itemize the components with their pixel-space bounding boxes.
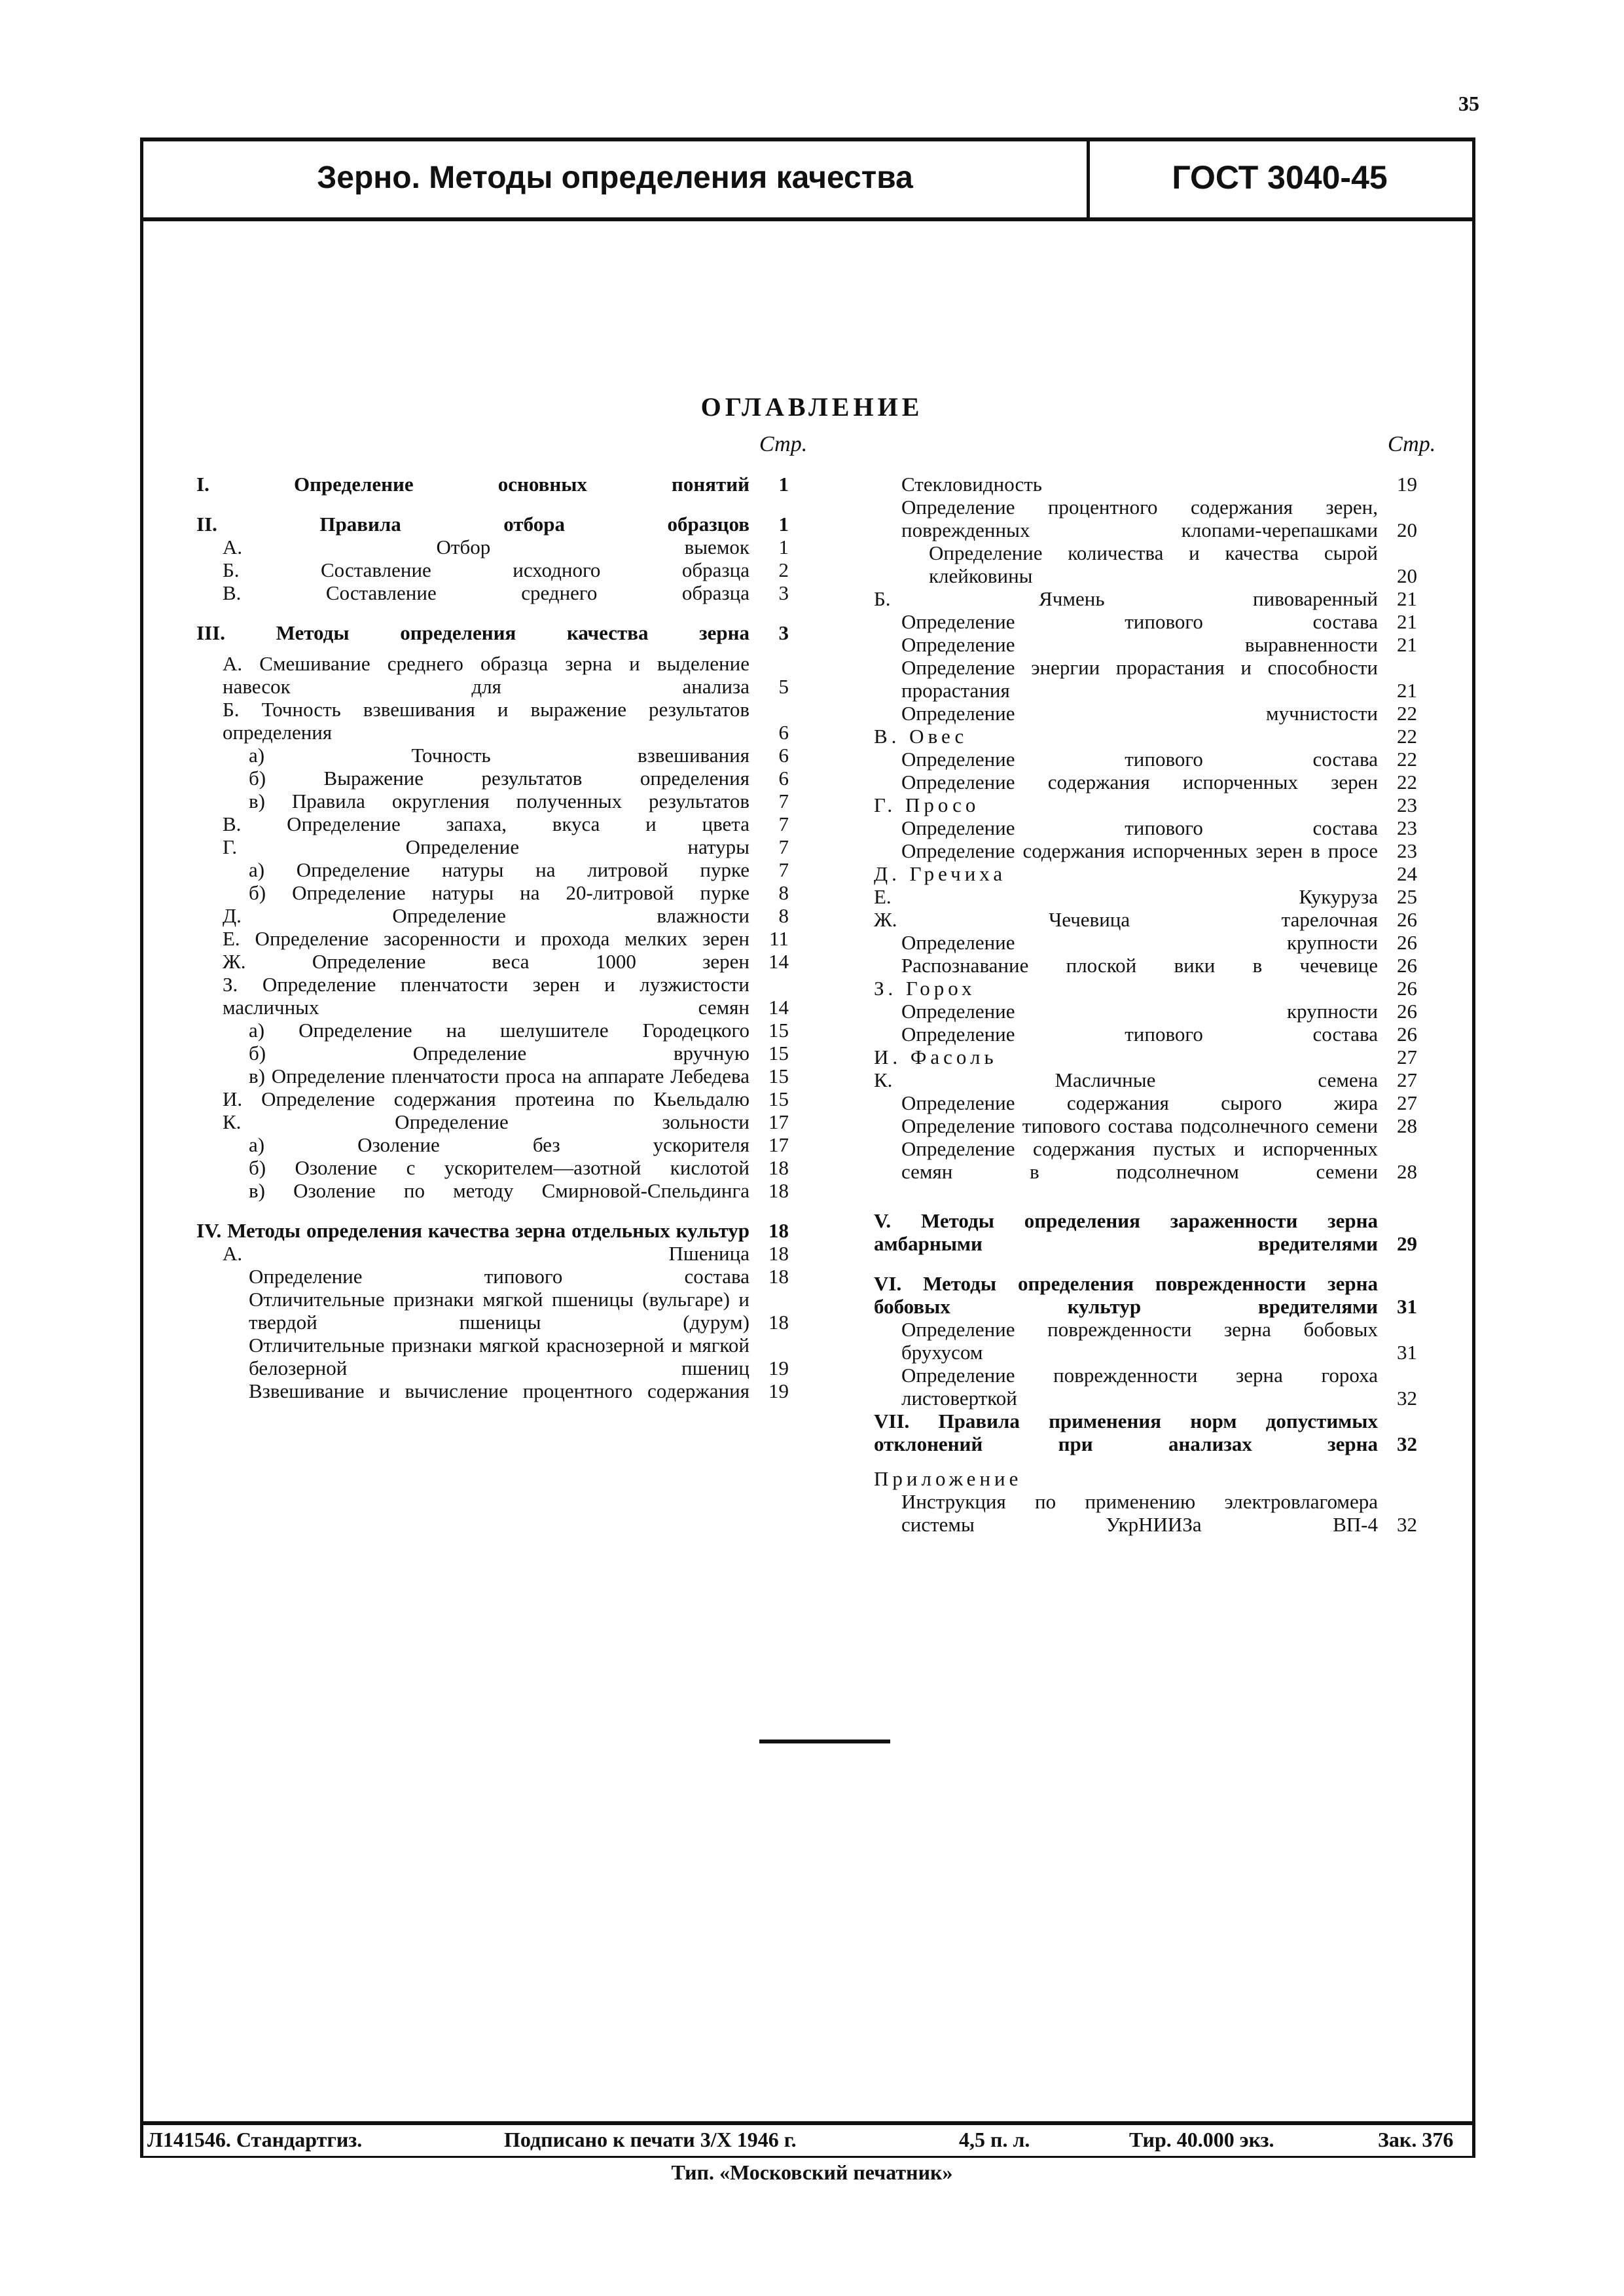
toc-entry xyxy=(196,1087,789,1110)
toc-entry xyxy=(196,973,789,1019)
toc-entry-page: 26 xyxy=(1397,954,1417,977)
toc-entry-page: 21 xyxy=(1397,587,1417,610)
page-number: 35 xyxy=(1458,92,1479,115)
toc-entry-title: Д. Гречиха xyxy=(874,862,1007,885)
toc-entry-title: Определение содержания сырого жира xyxy=(901,1091,1378,1114)
toc-entry-page: 15 xyxy=(768,1065,789,1087)
toc-entry xyxy=(874,1046,1417,1068)
toc-entry-title: а) Озоление без ускорителя xyxy=(249,1133,749,1156)
document-title: Зерно. Методы определения качества xyxy=(317,160,913,195)
toc-entry xyxy=(874,1490,1417,1536)
toc-entry xyxy=(196,881,789,904)
toc-entry-page: 19 xyxy=(768,1357,789,1379)
toc-entry xyxy=(874,1209,1417,1255)
toc-entry-page: 22 xyxy=(1397,771,1417,793)
toc-entry-title: а) Определение на шелушителе Городецкого xyxy=(249,1019,749,1042)
toc-entry xyxy=(196,927,789,950)
toc-entry xyxy=(874,1272,1417,1318)
toc-entry-title: Определение крупности xyxy=(901,931,1378,954)
toc-entry xyxy=(196,1379,789,1402)
toc-entry-page: 29 xyxy=(1397,1232,1417,1255)
toc-entry-title: Б. Ячмень пивоваренный xyxy=(874,587,1378,610)
toc-entry xyxy=(196,790,789,812)
toc-entry xyxy=(196,621,789,644)
toc-entry xyxy=(196,1110,789,1133)
toc-entry xyxy=(196,1288,789,1334)
toc-entry-title: З. Горох xyxy=(874,977,976,1000)
toc-entry xyxy=(196,473,789,496)
toc-entry xyxy=(196,858,789,881)
toc-entry-title: В. Овес xyxy=(874,725,968,748)
toc-entry-page: 27 xyxy=(1397,1046,1417,1068)
toc-entry-page: 3 xyxy=(778,581,789,604)
toc-entry-title: б) Определение натуры на 20-литровой пурке xyxy=(249,881,749,904)
toc-entry xyxy=(196,1019,789,1042)
toc-entry-title: Г. Просо xyxy=(874,793,980,816)
toc-entry xyxy=(196,581,789,604)
toc-entry xyxy=(874,1137,1417,1183)
toc-entry-title: б) Озоление с ускорителем—азотной кислотой xyxy=(249,1156,749,1179)
toc-entry xyxy=(196,950,789,973)
toc-entry-title: б) Выражение результатов определения xyxy=(249,767,749,790)
toc-entry-title: III. Методы определения качества зерна xyxy=(196,621,749,644)
toc-entry-page: 18 xyxy=(768,1242,789,1265)
toc-entry-page: 21 xyxy=(1397,610,1417,633)
toc-entry-page: 6 xyxy=(778,721,789,744)
toc-entry-title: Определение количества и качества сырой клейковины xyxy=(929,541,1378,587)
toc-entry-page: 32 xyxy=(1397,1387,1417,1410)
toc-entry-page: 20 xyxy=(1397,564,1417,587)
toc-entry xyxy=(874,610,1417,633)
toc-entry-page: 26 xyxy=(1397,1023,1417,1046)
imprint-signed: Подписано к печати 3/X 1946 г. xyxy=(504,2128,797,2151)
toc-entry-title: Определение поврежденности зерна гороха листоверткой xyxy=(901,1364,1378,1410)
toc-entry-title: Стекловидность xyxy=(901,473,1042,496)
toc-entry xyxy=(196,835,789,858)
toc-entry-title: Приложение xyxy=(874,1467,1022,1490)
toc-entry-title: Ж. Определение веса 1000 зерен xyxy=(223,950,749,973)
toc-entry xyxy=(874,702,1417,725)
toc-entry-title: Б. Точность взвешивания и выражение результатов определения xyxy=(223,698,749,744)
toc-entry xyxy=(874,1023,1417,1046)
toc-entry xyxy=(196,536,789,558)
toc-entry xyxy=(874,473,1417,496)
toc-entry-title: И. Определение содержания протеина по Кьельдалю xyxy=(223,1087,749,1110)
toc-entry xyxy=(874,885,1417,908)
toc-entry-title: Определение крупности xyxy=(901,1000,1378,1023)
toc-entry-title: К. Определение зольности xyxy=(223,1110,749,1133)
toc-entry-page: 7 xyxy=(778,812,789,835)
toc-entry-page: 20 xyxy=(1397,519,1417,541)
toc-entry-title: З. Определение пленчатости зерен и лузжистости масличных семян xyxy=(223,973,749,1019)
footer-rule-lower xyxy=(140,2156,1475,2158)
toc-entry-title: Распознавание плоской вики в чечевице xyxy=(901,954,1378,977)
toc-entry-page: 26 xyxy=(1397,931,1417,954)
toc-entry-title: Определение поврежденности зерна бобовых брухусом xyxy=(901,1318,1378,1364)
toc-entry xyxy=(874,954,1417,977)
toc-entry xyxy=(874,839,1417,862)
toc-entry-page: 22 xyxy=(1397,725,1417,748)
toc-entry-page: 26 xyxy=(1397,908,1417,931)
toc-entry-page: 26 xyxy=(1397,1000,1417,1023)
toc-entry-title: Отличительные признаки мягкой пшеницы (вульгаре) и твердой пшеницы (дурум) xyxy=(249,1288,749,1334)
toc-entry-page: 31 xyxy=(1397,1341,1417,1364)
imprint-order: Зак. 376 xyxy=(1378,2128,1454,2151)
toc-entry-title: Определение типового состава xyxy=(901,1023,1378,1046)
toc-entry-page: 6 xyxy=(778,767,789,790)
toc-entry-page: 24 xyxy=(1397,862,1417,885)
toc-entry xyxy=(196,904,789,927)
toc-entry xyxy=(874,1467,1417,1490)
toc-entry-title: II. Правила отбора образцов xyxy=(196,513,749,536)
toc-entry-title: Определение типового состава подсолнечного семени xyxy=(901,1114,1378,1137)
toc-entry-page: 15 xyxy=(768,1042,789,1065)
toc-entry-title: Определение энергии прорастания и способности прорастания xyxy=(901,656,1378,702)
toc-entry-page: 6 xyxy=(778,744,789,767)
imprint-printer: Тип. «Московский печатник» xyxy=(671,2160,953,2184)
toc-entry-page: 11 xyxy=(769,927,789,950)
toc-entry-title: Г. Определение натуры xyxy=(223,835,749,858)
toc-entry xyxy=(874,656,1417,702)
toc-entry xyxy=(874,816,1417,839)
toc-entry xyxy=(196,1156,789,1179)
toc-entry-title: Е. Определение засоренности и прохода мелких зерен xyxy=(223,927,749,950)
toc-entry-title: Инструкция по применению электровлагомера системы УкрНИИЗа ВП-4 xyxy=(901,1490,1378,1536)
toc-entry-title: В. Определение запаха, вкуса и цвета xyxy=(223,812,749,835)
toc-entry-page: 2 xyxy=(778,558,789,581)
toc-entry-title: б) Определение вручную xyxy=(249,1042,749,1065)
toc-entry-title: Определение типового состава xyxy=(901,610,1378,633)
toc-entry-page: 21 xyxy=(1397,679,1417,702)
toc-entry xyxy=(196,1242,789,1265)
toc-entry xyxy=(874,908,1417,931)
page-column-label-right: Стр. xyxy=(1388,432,1436,456)
imprint-code: Л141546. Стандартгиз. xyxy=(147,2128,363,2151)
toc-entry xyxy=(196,812,789,835)
toc-entry xyxy=(196,1265,789,1288)
toc-entry-page: 18 xyxy=(768,1179,789,1202)
toc-entry xyxy=(874,633,1417,656)
toc-entry-title: В. Составление среднего образца xyxy=(223,581,749,604)
toc-entry-title: IV. Методы определения качества зерна отдельных культур xyxy=(196,1219,749,1242)
toc-entry-title: Определение содержания испорченных зерен в просе xyxy=(901,839,1378,862)
toc-entry xyxy=(874,1114,1417,1137)
toc-entry-page: 18 xyxy=(768,1265,789,1288)
toc-entry-page: 27 xyxy=(1397,1091,1417,1114)
toc-entry xyxy=(196,558,789,581)
toc-entry-page: 7 xyxy=(778,858,789,881)
toc-entry xyxy=(196,1179,789,1202)
imprint-sheets: 4,5 п. л. xyxy=(959,2128,1030,2151)
toc-entry-page: 8 xyxy=(778,904,789,927)
toc-entry-title: Определение содержания испорченных зерен xyxy=(901,771,1378,793)
toc-entry-page: 22 xyxy=(1397,748,1417,771)
toc-entry-title: VI. Методы определения поврежденности зерна бобовых культур вредителями xyxy=(874,1272,1378,1318)
toc-entry xyxy=(874,931,1417,954)
toc-entry-page: 8 xyxy=(778,881,789,904)
toc-entry-page: 18 xyxy=(768,1219,789,1242)
toc-entry xyxy=(196,698,789,744)
toc-entry-title: А. Смешивание среднего образца зерна и выделение навесок для анализа xyxy=(223,652,749,698)
toc-entry xyxy=(874,1410,1417,1455)
toc-entry xyxy=(196,1219,789,1242)
toc-entry-page: 22 xyxy=(1397,702,1417,725)
toc-entry xyxy=(874,587,1417,610)
toc-entry-page: 18 xyxy=(768,1311,789,1334)
toc-entry-title: Взвешивание и вычисление процентного содержания xyxy=(249,1379,749,1402)
toc-entry-title: в) Озоление по методу Смирновой-Спельдинга xyxy=(249,1179,749,1202)
toc-entry-page: 31 xyxy=(1397,1295,1417,1318)
toc-entry-title: А. Пшеница xyxy=(223,1242,749,1265)
imprint-line xyxy=(147,2128,1476,2154)
toc-entry-title: V. Методы определения зараженности зерна амбарными вредителями xyxy=(874,1209,1378,1255)
toc-entry xyxy=(196,652,789,698)
imprint-run: Тир. 40.000 экз. xyxy=(1129,2128,1274,2151)
toc-entry-title: Д. Определение влажности xyxy=(223,904,749,927)
toc-entry-page: 19 xyxy=(768,1379,789,1402)
toc-entry-title: К. Масличные семена xyxy=(874,1068,1378,1091)
toc-entry-page: 27 xyxy=(1397,1068,1417,1091)
toc-entry xyxy=(874,1091,1417,1114)
toc-right-column xyxy=(874,473,1417,1536)
toc-entry-title: I. Определение основных понятий xyxy=(196,473,749,496)
toc-entry-page: 1 xyxy=(778,513,789,536)
toc-entry xyxy=(874,977,1417,1000)
toc-entry-page: 32 xyxy=(1397,1513,1417,1536)
toc-entry xyxy=(874,541,1417,587)
toc-entry-page: 25 xyxy=(1397,885,1417,908)
toc-entry-title: Ж. Чечевица тарелочная xyxy=(874,908,1378,931)
toc-entry-page: 28 xyxy=(1397,1114,1417,1137)
toc-entry xyxy=(196,513,789,536)
footer-rule xyxy=(140,2121,1475,2125)
toc-entry-page: 17 xyxy=(768,1133,789,1156)
toc-entry-title: Определение выравненности xyxy=(901,633,1378,656)
toc-entry xyxy=(874,771,1417,793)
toc-entry-page: 1 xyxy=(778,536,789,558)
toc-entry-title: А. Отбор выемок xyxy=(223,536,749,558)
toc-entry xyxy=(874,725,1417,748)
toc-entry-title: Определение типового состава xyxy=(249,1265,749,1288)
toc-entry-page: 1 xyxy=(778,473,789,496)
toc-entry-title: Б. Составление исходного образца xyxy=(223,558,749,581)
toc-entry-page: 23 xyxy=(1397,793,1417,816)
toc-left-column xyxy=(196,473,789,1402)
page-column-label-left: Стр. xyxy=(759,432,808,456)
toc-entry-page: 15 xyxy=(768,1087,789,1110)
toc-entry-page: 21 xyxy=(1397,633,1417,656)
toc-entry-page: 17 xyxy=(768,1110,789,1133)
toc-entry-page: 14 xyxy=(768,996,789,1019)
toc-entry-page: 7 xyxy=(778,835,789,858)
toc-entry xyxy=(196,767,789,790)
toc-entry-page: 3 xyxy=(778,621,789,644)
toc-entry-page: 5 xyxy=(778,675,789,698)
toc-entry-page: 15 xyxy=(768,1019,789,1042)
toc-entry-title: а) Определение натуры на литровой пурке xyxy=(249,858,749,881)
toc-entry-title: VII. Правила применения норм допустимых отклонений при анализах зерна xyxy=(874,1410,1378,1455)
toc-entry-title: а) Точность взвешивания xyxy=(249,744,749,767)
toc-entry xyxy=(874,1000,1417,1023)
toc-entry xyxy=(874,1068,1417,1091)
toc-entry-title: Определение типового состава xyxy=(901,748,1378,771)
toc-entry-title: И. Фасоль xyxy=(874,1046,998,1068)
toc-entry-page: 26 xyxy=(1397,977,1417,1000)
toc-entry-title: Определение типового состава xyxy=(901,816,1378,839)
toc-entry xyxy=(196,1334,789,1379)
toc-entry-page: 7 xyxy=(778,790,789,812)
toc-entry xyxy=(874,1364,1417,1410)
toc-entry xyxy=(874,496,1417,541)
toc-entry xyxy=(196,744,789,767)
toc-entry-title: Е. Кукуруза xyxy=(874,885,1378,908)
toc-entry-page: 32 xyxy=(1397,1432,1417,1455)
toc-entry-page: 14 xyxy=(768,950,789,973)
toc-entry-title: Отличительные признаки мягкой краснозерной и мягкой белозерной пшениц xyxy=(249,1334,749,1379)
toc-entry xyxy=(874,862,1417,885)
toc-entry-page: 18 xyxy=(768,1156,789,1179)
toc-entry xyxy=(874,1318,1417,1364)
toc-entry-page: 28 xyxy=(1397,1160,1417,1183)
toc-entry-title: Определение процентного содержания зерен, поврежденных клопами-черепашками xyxy=(901,496,1378,541)
toc-entry-title: в) Правила округления полученных результатов xyxy=(249,790,749,812)
toc-entry xyxy=(874,793,1417,816)
toc-entry xyxy=(874,748,1417,771)
toc-entry-page: 19 xyxy=(1397,473,1417,496)
toc-entry-title: Определение мучнистости xyxy=(901,702,1378,725)
end-divider xyxy=(759,1740,890,1743)
toc-heading: ОГЛАВЛЕНИЕ xyxy=(700,392,924,422)
toc-entry-page: 23 xyxy=(1397,816,1417,839)
toc-entry-title: в) Определение пленчатости проса на аппарате Лебедева xyxy=(249,1065,749,1087)
toc-entry xyxy=(196,1133,789,1156)
header-rule xyxy=(140,217,1475,221)
standard-number: ГОСТ 3040-45 xyxy=(1172,159,1388,196)
toc-entry xyxy=(196,1042,789,1065)
toc-entry-page: 23 xyxy=(1397,839,1417,862)
toc-entry xyxy=(196,1065,789,1087)
toc-entry-title: Определение содержания пустых и испорченных семян в подсолнечном семени xyxy=(901,1137,1378,1183)
